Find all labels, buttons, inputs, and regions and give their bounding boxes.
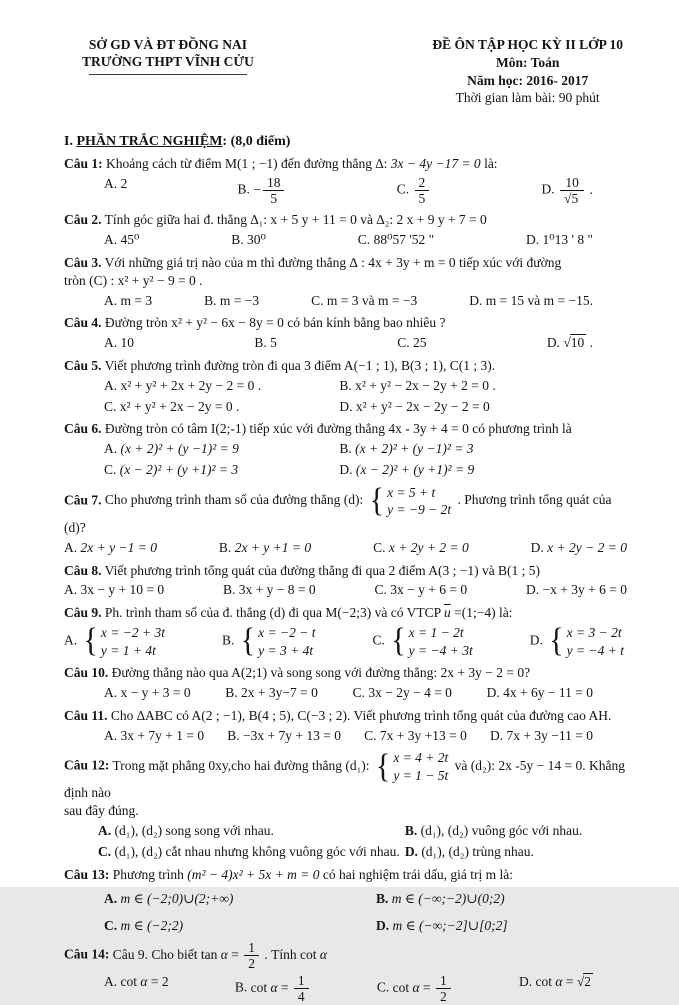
question-text: Phương trình (m² − 4)x² + 5x + m = 0 có hai nghiệm trái dấu, giá trị m là: bbox=[112, 866, 513, 882]
question-8 bbox=[64, 562, 627, 600]
option-key: B. bbox=[234, 980, 248, 996]
options bbox=[64, 292, 627, 310]
option-text: (x + 2)² + (y −1)² = 9 bbox=[120, 441, 239, 457]
question-stem bbox=[64, 707, 627, 725]
option-text: 2x + 3y−7 = 0 bbox=[241, 684, 318, 700]
option-key: D. bbox=[529, 632, 543, 648]
option-C bbox=[104, 398, 339, 416]
sqrt-radical: √5 bbox=[564, 191, 579, 207]
question-stem bbox=[64, 357, 627, 375]
question-text: Đường thẳng nào qua A(2;1) và song song với đường thẳng: 2x + 3y − 2 = 0? bbox=[111, 665, 531, 681]
option-text: 10 bbox=[120, 335, 134, 351]
option-text: m = 15 và m = −15. bbox=[485, 292, 593, 308]
option-key: B. bbox=[339, 377, 352, 393]
option-key: A. bbox=[104, 176, 118, 192]
question-4 bbox=[64, 314, 627, 352]
option-key: A. bbox=[104, 335, 118, 351]
option-text: 2x + y +1 = 0 bbox=[234, 539, 312, 555]
option-D bbox=[339, 461, 627, 479]
option-B bbox=[204, 292, 259, 310]
question-stem bbox=[64, 314, 627, 332]
question-6 bbox=[64, 420, 627, 478]
option-text: (d₁), (d₂) vuông góc với nhau. bbox=[420, 823, 583, 839]
option-text: 3x − y + 10 = 0 bbox=[80, 582, 165, 598]
question-stem bbox=[64, 664, 627, 682]
question-text: Đường tròn x² + y² − 6x − 8y = 0 có bán kính bằng bao nhiêu ? bbox=[104, 315, 446, 331]
option-key: D. bbox=[518, 974, 533, 990]
option-D bbox=[519, 973, 593, 1004]
option-A bbox=[104, 684, 191, 702]
section-prefix: I. bbox=[64, 134, 77, 150]
exam-title: ĐỀ ÔN TẬP HỌC KỲ II LỚP 10 bbox=[432, 37, 623, 52]
option-key: A. bbox=[104, 292, 118, 308]
option-key: C. bbox=[104, 918, 118, 934]
equation-system: { x = 3 − 2t y = −4 + t bbox=[549, 622, 624, 660]
option-text: x − y + 3 = 0 bbox=[120, 684, 191, 700]
radical-sign-icon: √ bbox=[563, 335, 570, 351]
section-title bbox=[64, 134, 627, 150]
question-stem bbox=[64, 420, 627, 438]
options bbox=[64, 231, 627, 249]
option-text bbox=[238, 622, 319, 660]
option-key: C. bbox=[104, 398, 117, 414]
option-D bbox=[547, 334, 593, 352]
option-B bbox=[223, 581, 316, 599]
option-B bbox=[376, 890, 627, 908]
option-C bbox=[358, 231, 434, 249]
option-D bbox=[531, 539, 627, 557]
option-text: cot α = $\frac{1}{2}$ bbox=[393, 980, 453, 995]
question-label: Câu 1: bbox=[64, 156, 103, 172]
question-text: Cho phương trình tham số của đường thẳng (d): { x = 5 + t y = −9 − 2t . Phương trình tổng quát của (d)? bbox=[64, 482, 612, 535]
option-key: A. bbox=[104, 727, 118, 743]
equation-system: { x = −2 − t y = 3 + 4t bbox=[240, 622, 316, 660]
left-brace-icon: { bbox=[549, 622, 564, 660]
option-A bbox=[104, 890, 376, 908]
question-label: Câu 10. bbox=[64, 665, 109, 681]
question-12 bbox=[64, 749, 627, 860]
question-1 bbox=[64, 155, 627, 206]
option-text: 5 bbox=[270, 335, 277, 351]
equation-system: { x = −2 + 3t y = 1 + 4t bbox=[83, 622, 165, 660]
department-name: SỞ GD VÀ ĐT ĐỒNG NAI bbox=[88, 37, 248, 52]
option-A bbox=[64, 581, 164, 599]
question-3 bbox=[64, 254, 627, 309]
option-key: C. bbox=[396, 181, 410, 197]
option-key: A. bbox=[104, 377, 118, 393]
question-stem bbox=[64, 254, 627, 272]
section-suffix: : (8,0 điểm) bbox=[222, 134, 291, 150]
question-label: Câu 13: bbox=[64, 866, 110, 882]
option-key: A. bbox=[104, 684, 118, 700]
option-B bbox=[227, 727, 341, 745]
question-label: Câu 9. bbox=[64, 605, 102, 621]
option-text: (x − 2)² + (y +1)² = 9 bbox=[355, 462, 475, 478]
question-label: Câu 7. bbox=[64, 492, 102, 508]
option-text: 3x − 2y − 4 = 0 bbox=[368, 684, 452, 700]
left-brace-icon: { bbox=[391, 622, 406, 660]
option-key: B. bbox=[218, 539, 232, 555]
left-brace-icon: { bbox=[375, 747, 391, 785]
option-key: B. bbox=[227, 727, 240, 743]
option-key: A. bbox=[104, 441, 118, 457]
equation-system: { x = 1 − 2t y = −4 + 3t bbox=[391, 622, 473, 660]
option-key: D. bbox=[486, 684, 500, 700]
option-key: C. bbox=[357, 232, 371, 248]
question-text: Câu 9. Cho biết tan α = $\frac{1}{2}$ . Tính cot α bbox=[112, 940, 327, 972]
option-D bbox=[526, 231, 593, 249]
option-D bbox=[490, 727, 593, 745]
question-label: Câu 5. bbox=[64, 357, 102, 373]
option-text: 4x + 6y − 11 = 0 bbox=[503, 684, 593, 700]
options bbox=[64, 581, 627, 599]
document-header bbox=[64, 36, 627, 107]
option-key: A. bbox=[64, 539, 78, 555]
option-C bbox=[377, 973, 453, 1004]
question-label: Câu 14: bbox=[64, 946, 110, 962]
option-text: 3x + 7y + 1 = 0 bbox=[120, 727, 205, 743]
question-text: Khoảng cách từ điểm M(1 ; −1) đến đường thẳng ∆: 3x − 4y −17 = 0 là: bbox=[106, 156, 498, 172]
option-text: $\frac{10}{√5}$ . bbox=[558, 182, 593, 197]
option-text: (d₁), (d₂) cắt nhau nhưng không vuông góc với nhau. bbox=[114, 843, 400, 859]
question-text: Viết phương trình đường tròn đi qua 3 điểm A(−1 ; 1), B(3 ; 1), C(1 ; 3). bbox=[104, 357, 496, 373]
question-stem bbox=[64, 940, 627, 971]
options bbox=[64, 890, 627, 936]
option-key: A. bbox=[104, 890, 118, 906]
option-B bbox=[219, 539, 311, 557]
option-D bbox=[530, 624, 627, 659]
option-C bbox=[364, 727, 467, 745]
question-2 bbox=[64, 211, 627, 249]
options bbox=[64, 440, 627, 479]
option-text: m ∈ (−2;0)∪(2;+∞) bbox=[120, 890, 234, 906]
option-C bbox=[98, 843, 405, 861]
options bbox=[64, 973, 627, 1004]
option-text: 7x + 3y −11 = 0 bbox=[506, 727, 593, 743]
option-A bbox=[104, 377, 339, 395]
option-key: D. bbox=[490, 727, 504, 743]
question-10 bbox=[64, 664, 627, 702]
options bbox=[64, 822, 627, 861]
option-D bbox=[487, 684, 593, 702]
option-key: B. bbox=[221, 632, 235, 648]
option-B bbox=[231, 231, 266, 249]
option-key: A. bbox=[104, 232, 118, 248]
questions-list bbox=[64, 155, 627, 1004]
school-name: TRƯỜNG THPT VĨNH CỬU bbox=[82, 54, 254, 70]
option-key: A. bbox=[98, 823, 112, 839]
left-brace-icon: { bbox=[83, 622, 98, 660]
option-text: −3x + 7y + 13 = 0 bbox=[243, 727, 341, 743]
option-text: (d₁), (d₂) trùng nhau. bbox=[421, 843, 534, 859]
question-11 bbox=[64, 707, 627, 745]
question-text-line2: tròn (C) : x² + y² − 9 = 0 . bbox=[64, 272, 203, 288]
question-text-line2: sau đây đúng. bbox=[64, 803, 139, 819]
options bbox=[64, 175, 627, 206]
sqrt-radical: √2 bbox=[576, 974, 591, 990]
option-text: m ∈ (−∞;−2)∪(0;2) bbox=[391, 890, 505, 906]
option-D bbox=[469, 292, 593, 310]
radical-sign-icon: √ bbox=[576, 974, 584, 990]
option-A bbox=[104, 292, 152, 310]
question-stem bbox=[64, 484, 627, 537]
question-13 bbox=[64, 866, 627, 935]
option-key: A. bbox=[64, 582, 78, 598]
option-key: A. bbox=[104, 974, 118, 990]
vector-u: $\overline{u}$ bbox=[443, 605, 451, 621]
option-text: (x + 2)² + (y −1)² = 3 bbox=[355, 441, 474, 457]
options bbox=[64, 684, 627, 702]
option-text bbox=[546, 622, 627, 660]
question-label: Câu 8. bbox=[64, 562, 102, 578]
option-key: B. bbox=[375, 890, 389, 906]
option-C bbox=[373, 539, 469, 557]
option-text: −x + 3y + 6 = 0 bbox=[542, 582, 627, 598]
option-key: C. bbox=[364, 727, 377, 743]
option-key: B. bbox=[404, 823, 418, 839]
sqrt-radical: √10 bbox=[563, 335, 585, 351]
option-key: C. bbox=[397, 335, 410, 351]
radical-sign-icon: √ bbox=[564, 191, 571, 207]
options bbox=[64, 727, 627, 745]
fraction: $\frac{2}{5}$ bbox=[415, 175, 430, 206]
exam-subject: Môn: Toán bbox=[495, 54, 560, 70]
option-C bbox=[311, 292, 417, 310]
question-stem bbox=[64, 866, 627, 884]
question-label: Câu 4. bbox=[64, 315, 102, 331]
option-key: C. bbox=[374, 582, 387, 598]
option-text: m ∈ (−2;2) bbox=[120, 918, 184, 934]
exam-duration: Thời gian làm bài: 90 phút bbox=[455, 90, 600, 106]
option-key: D. bbox=[404, 843, 418, 859]
option-text: 1⁰13 ' 8 " bbox=[542, 232, 593, 248]
left-brace-icon: { bbox=[240, 622, 256, 660]
options bbox=[64, 334, 627, 352]
fraction: $\frac{1}{4}$ bbox=[294, 973, 309, 1004]
option-C bbox=[372, 624, 475, 659]
option-text: 3x − y + 6 = 0 bbox=[390, 582, 468, 598]
option-text: 7x + 3y +13 = 0 bbox=[379, 727, 467, 743]
option-key: C. bbox=[373, 539, 386, 555]
question-text: Cho ∆ABC có A(2 ; −1), B(4 ; 5), C(−3 ; 2). Viết phương trình tổng quát của đường cao AH. bbox=[110, 707, 612, 723]
question-14 bbox=[64, 940, 627, 1004]
option-B bbox=[225, 684, 318, 702]
option-B bbox=[405, 822, 627, 840]
options bbox=[64, 624, 627, 659]
option-key: D. bbox=[526, 232, 540, 248]
option-D bbox=[542, 175, 593, 206]
option-key: B. bbox=[225, 684, 238, 700]
option-text: x + 2y + 2 = 0 bbox=[388, 539, 469, 555]
option-text: x + 2y − 2 = 0 bbox=[547, 539, 627, 555]
option-text: 30⁰ bbox=[247, 232, 266, 248]
question-label: Câu 3. bbox=[64, 254, 102, 270]
fraction: $\frac{10}{√5}$ bbox=[560, 175, 584, 206]
option-key: D. bbox=[526, 582, 540, 598]
option-text: cot α = √2 bbox=[535, 974, 591, 990]
options bbox=[64, 377, 627, 416]
option-key: B. bbox=[231, 232, 244, 248]
question-stem bbox=[64, 749, 627, 802]
option-D bbox=[339, 398, 627, 416]
option-A bbox=[104, 231, 139, 249]
option-B bbox=[339, 377, 627, 395]
options bbox=[64, 539, 627, 557]
option-text bbox=[388, 622, 475, 660]
option-C bbox=[375, 581, 468, 599]
option-A bbox=[64, 624, 168, 659]
option-B bbox=[238, 175, 287, 206]
option-text bbox=[413, 175, 432, 207]
option-B bbox=[254, 334, 277, 352]
option-key: C. bbox=[376, 980, 390, 996]
question-text: Đường tròn có tâm I(2;-1) tiếp xúc với đường thẳng 4x - 3y + 4 = 0 có phương trình là bbox=[104, 421, 572, 437]
option-C bbox=[397, 175, 432, 206]
option-key: C. bbox=[104, 462, 117, 478]
option-key: D. bbox=[339, 398, 353, 414]
option-key: B. bbox=[204, 292, 217, 308]
option-D bbox=[405, 843, 627, 861]
option-key: D. bbox=[375, 918, 390, 934]
option-text bbox=[81, 622, 168, 660]
question-7 bbox=[64, 484, 627, 557]
question-text: Ph. trình tham số của đ. thẳng (d) đi qua M(−2;3) và có VTCP $\overline{u}$ =(1;−4) là: bbox=[104, 605, 513, 621]
option-key: A. bbox=[64, 632, 78, 648]
question-text: Với những giá trị nào của m thì đường thẳng ∆ : 4x + 3y + m = 0 tiếp xúc với đường bbox=[104, 254, 562, 270]
equation-system: { x = 5 + t y = −9 − 2t bbox=[369, 482, 452, 520]
option-C bbox=[397, 334, 426, 352]
option-key: D. bbox=[469, 292, 483, 308]
option-B bbox=[222, 624, 319, 659]
option-text: x² + y² − 2x − 2y − 2 = 0 bbox=[355, 398, 490, 414]
option-text: m = −3 bbox=[219, 292, 260, 308]
option-key: C. bbox=[311, 292, 324, 308]
equation-system: { x = 4 + 2t y = 1 − 5t bbox=[375, 747, 449, 785]
option-D bbox=[376, 917, 627, 935]
option-text: − $\frac{18}{5}$ bbox=[253, 182, 286, 197]
question-9 bbox=[64, 604, 627, 659]
option-D bbox=[526, 581, 627, 599]
question-5 bbox=[64, 357, 627, 415]
option-text: √10 . bbox=[563, 335, 593, 351]
option-A bbox=[64, 539, 157, 557]
option-text: (d₁), (d₂) song song với nhau. bbox=[114, 823, 274, 839]
option-C bbox=[104, 917, 376, 935]
option-A bbox=[104, 973, 169, 1004]
question-label: Câu 2. bbox=[64, 212, 102, 228]
option-text: 2 bbox=[120, 176, 128, 192]
option-key: B. bbox=[254, 335, 267, 351]
option-text: x² + y² + 2x + 2y − 2 = 0 . bbox=[120, 377, 262, 393]
left-brace-icon: { bbox=[369, 482, 385, 520]
fraction: $\frac{1}{2}$ bbox=[244, 940, 259, 971]
option-text: m ∈ (−∞;−2]∪[0;2] bbox=[392, 918, 508, 934]
option-key: C. bbox=[352, 684, 365, 700]
option-text: 25 bbox=[412, 335, 427, 351]
exam-year: Năm học: 2016- 2017 bbox=[467, 72, 589, 88]
school-block bbox=[82, 36, 254, 75]
option-A bbox=[104, 175, 127, 206]
option-text: (x − 2)² + (y +1)² = 3 bbox=[119, 462, 239, 478]
question-label: Câu 6. bbox=[64, 421, 102, 437]
option-B bbox=[339, 440, 627, 458]
fraction: $\frac{1}{2}$ bbox=[436, 973, 451, 1004]
option-A bbox=[98, 822, 405, 840]
option-key: C. bbox=[98, 843, 112, 859]
option-text: cot α = $\frac{1}{4}$ bbox=[251, 980, 311, 995]
option-text: 3x + y − 8 = 0 bbox=[238, 582, 316, 598]
option-text: m = 3 và m = −3 bbox=[326, 292, 418, 308]
option-key: D. bbox=[541, 181, 555, 197]
header-rule bbox=[89, 74, 247, 75]
option-text: m = 3 bbox=[120, 292, 153, 308]
option-key: D. bbox=[546, 335, 560, 351]
option-text: x² + y² + 2x − 2y = 0 . bbox=[119, 398, 240, 414]
option-B bbox=[235, 973, 311, 1004]
question-stem bbox=[64, 211, 627, 229]
option-key: B. bbox=[223, 582, 236, 598]
option-text: 2x + y −1 = 0 bbox=[80, 539, 157, 555]
option-key: B. bbox=[339, 441, 352, 457]
option-text: 45⁰ bbox=[120, 232, 140, 248]
option-A bbox=[104, 440, 339, 458]
option-key: C. bbox=[372, 632, 385, 648]
option-A bbox=[104, 334, 134, 352]
option-C bbox=[104, 461, 339, 479]
question-text: Trong mặt phẳng 0xy,cho hai đường thẳng (d₁): { x = 4 + 2t y = 1 − 5t và (d₂): 2x -5y − 14 = 0. Khẳng định nào bbox=[64, 747, 625, 801]
question-label: Câu 12: bbox=[64, 757, 110, 773]
option-key: D. bbox=[530, 539, 544, 555]
option-C bbox=[353, 684, 452, 702]
option-A bbox=[104, 727, 204, 745]
fraction: $\frac{18}{5}$ bbox=[263, 175, 285, 206]
question-text: Viết phương trình tổng quát của đường thẳng đi qua 2 điểm A(3 ; −1) và B(1 ; 5) bbox=[104, 562, 541, 578]
option-text: x² + y² − 2x − 2y + 2 = 0 . bbox=[355, 377, 496, 393]
section-name: PHẦN TRẮC NGHIỆM bbox=[76, 134, 223, 150]
option-text: cot α = 2 bbox=[120, 974, 169, 990]
option-text: 88⁰57 '52 " bbox=[373, 232, 435, 248]
question-text: Tính góc giữa hai đ. thẳng ∆₁: x + 5 y + 11 = 0 và ∆₂: 2 x + 9 y + 7 = 0 bbox=[104, 212, 487, 228]
question-stem bbox=[64, 562, 627, 580]
exam-info-block bbox=[432, 36, 623, 107]
question-stem bbox=[64, 604, 627, 622]
option-key: B. bbox=[237, 181, 250, 197]
question-label: Câu 11. bbox=[64, 707, 108, 723]
option-key: D. bbox=[339, 462, 353, 478]
question-stem bbox=[64, 155, 627, 173]
